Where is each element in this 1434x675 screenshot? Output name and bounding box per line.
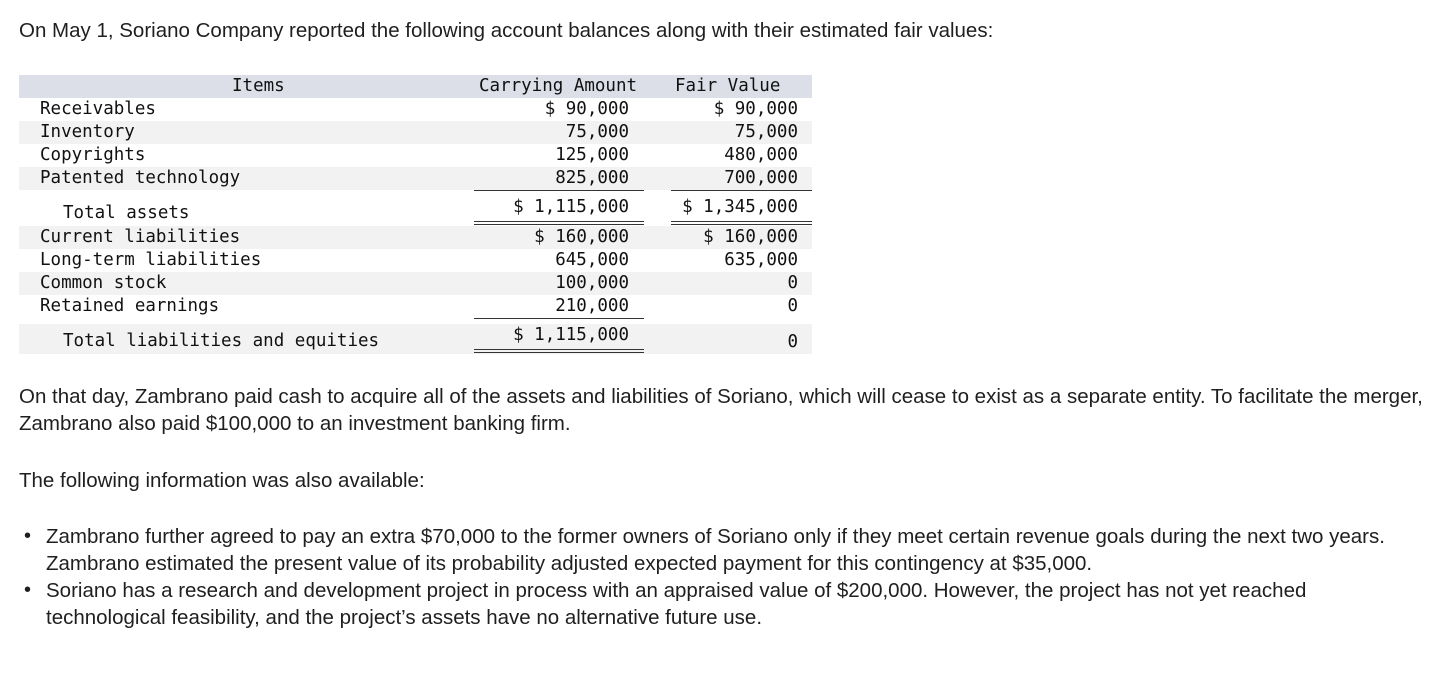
row-carrying: $ 90,000 — [544, 99, 629, 119]
row-label: Common stock — [40, 273, 167, 293]
info-bullet-list — [19, 523, 1424, 631]
row-carrying: $ 1,115,000 — [513, 325, 629, 345]
row-fair: 0 — [787, 296, 798, 316]
table-row-total-liabilities-equities — [19, 324, 812, 354]
row-carrying: 210,000 — [555, 296, 629, 316]
table-row — [19, 295, 812, 318]
row-fair: 0 — [787, 332, 798, 352]
table-row — [19, 121, 812, 144]
row-fair: $ 1,345,000 — [682, 197, 798, 217]
row-fair: 0 — [787, 273, 798, 293]
row-label: Total liabilities and equities — [63, 331, 380, 351]
list-item: • Soriano has a research and development project in process with an appraised value of $200,000. However, the project has not yet reached technological feasibility, and the project’s assets have no alternative future use. — [19, 577, 1424, 631]
row-carrying: $ 1,115,000 — [513, 197, 629, 217]
subtotal-rule — [474, 190, 644, 191]
list-item: • Zambrano further agreed to pay an extra $70,000 to the former owners of Soriano only if they meet certain revenue goals during the next two years. Zambrano estimated the present value of its probability adjusted expected payment for this contingency at $35,000. — [19, 523, 1424, 577]
row-label: Retained earnings — [40, 296, 220, 316]
row-fair: 480,000 — [724, 145, 798, 165]
row-carrying: 125,000 — [555, 145, 629, 165]
header-carrying-amount: Carrying Amount — [479, 76, 638, 96]
table-row — [19, 98, 812, 121]
table-row-total-assets — [19, 196, 812, 223]
row-label: Copyrights — [40, 145, 146, 165]
row-fair: 635,000 — [724, 250, 798, 270]
row-label: Patented technology — [40, 168, 241, 188]
row-label: Current liabilities — [40, 227, 241, 247]
row-label: Total assets — [63, 203, 190, 223]
row-label: Receivables — [40, 99, 156, 119]
table-row — [19, 167, 812, 190]
row-fair: 75,000 — [734, 122, 798, 142]
table-row — [19, 249, 812, 272]
merger-paragraph: On that day, Zambrano paid cash to acquire all of the assets and liabilities of Soriano, which will cease to exist as a separate entity. To facilitate the merger, Zambrano also paid $100,000 to an investment banking firm. — [19, 385, 1423, 435]
row-label: Long-term liabilities — [40, 250, 262, 270]
row-fair: $ 90,000 — [713, 99, 798, 119]
header-items: Items — [232, 76, 285, 96]
total-double-rule — [671, 221, 812, 225]
row-carrying: $ 160,000 — [534, 227, 629, 247]
row-carrying: 75,000 — [565, 122, 629, 142]
header-fair-value: Fair Value — [675, 76, 781, 96]
row-label: Inventory — [40, 122, 135, 142]
table-row — [19, 272, 812, 295]
table-row — [19, 144, 812, 167]
info-lead-text: The following information was also available: — [19, 469, 425, 492]
table-header-row — [19, 75, 812, 98]
row-fair: 700,000 — [724, 168, 798, 188]
subtotal-rule — [474, 318, 644, 319]
row-carrying: 825,000 — [555, 168, 629, 188]
row-carrying: 100,000 — [555, 273, 629, 293]
total-double-rule — [474, 221, 644, 225]
row-fair: $ 160,000 — [703, 227, 798, 247]
row-carrying: 645,000 — [555, 250, 629, 270]
subtotal-rule — [671, 190, 812, 191]
total-double-rule — [474, 349, 644, 353]
intro-text: On May 1, Soriano Company reported the following account balances along with their estimated fair values: — [19, 19, 994, 42]
table-row — [19, 226, 812, 249]
